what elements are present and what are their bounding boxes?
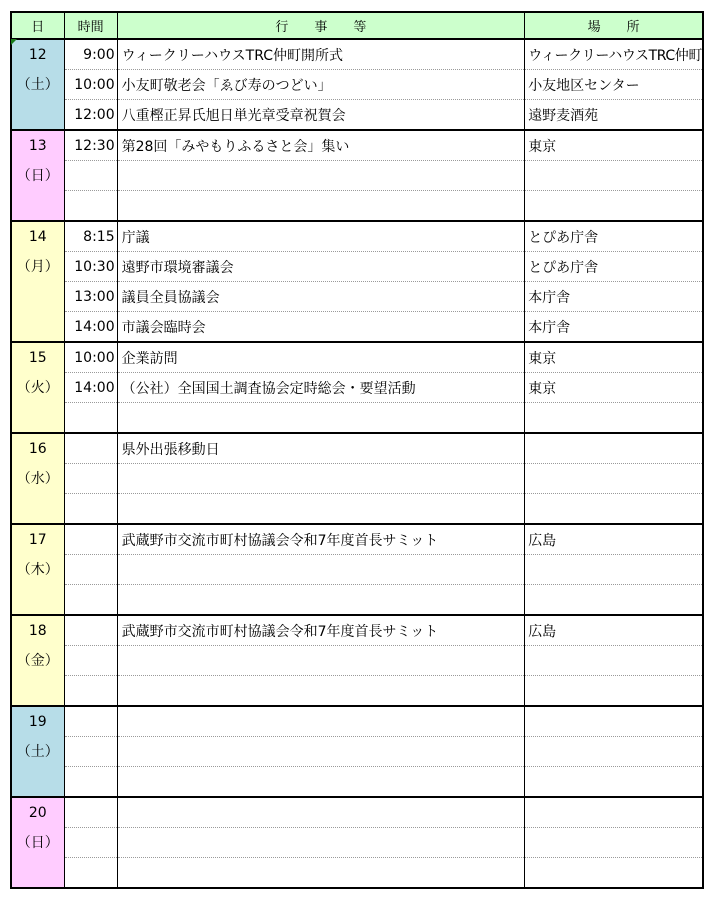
table-row: [11, 615, 703, 646]
place-cell: [525, 494, 703, 525]
table-row: [11, 828, 703, 858]
event-cell: [117, 494, 525, 525]
event-cell: 武蔵野市交流市町村協議会令和7年度首長サミット: [117, 524, 525, 555]
event-cell: 八重樫正昇氏旭日単光章受章祝賀会: [117, 100, 525, 131]
weekday-label: （金）: [16, 653, 59, 669]
table-row: [11, 161, 703, 191]
table-row: [11, 646, 703, 676]
table-row: [11, 494, 703, 525]
header-row: [11, 12, 703, 39]
event-cell: [117, 767, 525, 798]
event-cell: [117, 737, 525, 767]
time-cell: 14:00: [64, 373, 117, 403]
time-cell: [64, 615, 117, 646]
table-row: [11, 70, 703, 100]
time-cell: [64, 767, 117, 798]
table-row: [11, 373, 703, 403]
event-cell: 市議会臨時会: [117, 312, 525, 343]
day-number: 13: [28, 138, 47, 154]
table-row: [11, 858, 703, 889]
day-cell: [11, 130, 64, 221]
time-cell: 9:00: [64, 39, 117, 70]
time-cell: [64, 555, 117, 585]
time-cell: [64, 706, 117, 737]
place-cell: 広島: [525, 524, 703, 555]
weekday-label: （木）: [16, 562, 59, 578]
day-cell: [11, 39, 64, 130]
event-cell: [117, 464, 525, 494]
weekday-label: （水）: [16, 471, 59, 487]
time-cell: [64, 494, 117, 525]
time-cell: [64, 797, 117, 828]
event-cell: 第28回「みやもりふるさと会」集い: [117, 130, 525, 161]
weekday-label: （月）: [16, 259, 59, 275]
place-cell: 本庁舎: [525, 282, 703, 312]
time-cell: 8:15: [64, 221, 117, 252]
table-row: [11, 100, 703, 131]
place-cell: [525, 737, 703, 767]
event-cell: [117, 161, 525, 191]
day-cell: [11, 342, 64, 433]
table-row: [11, 676, 703, 707]
time-cell: [64, 191, 117, 222]
place-cell: 東京: [525, 130, 703, 161]
place-cell: 東京: [525, 342, 703, 373]
time-cell: 12:30: [64, 130, 117, 161]
weekday-label: （土）: [16, 744, 59, 760]
table-row: [11, 130, 703, 161]
day-cell: [11, 615, 64, 706]
day-number: 16: [28, 441, 47, 457]
time-cell: 10:00: [64, 70, 117, 100]
event-cell: [117, 828, 525, 858]
event-cell: [117, 797, 525, 828]
event-cell: 武蔵野市交流市町村協議会令和7年度首長サミット: [117, 615, 525, 646]
event-cell: [117, 706, 525, 737]
day-number: 17: [28, 532, 47, 548]
header-event: 行 事 等: [117, 12, 525, 39]
table-row: [11, 797, 703, 828]
table-row: [11, 403, 703, 434]
place-cell: 本庁舎: [525, 312, 703, 343]
place-cell: [525, 585, 703, 616]
day-number: 19: [28, 714, 47, 730]
header-place: 場 所: [525, 12, 703, 39]
place-cell: [525, 191, 703, 222]
event-cell: [117, 403, 525, 434]
time-cell: [64, 585, 117, 616]
event-cell: （公社）全国国土調査協会定時総会・要望活動: [117, 373, 525, 403]
event-cell: 議員全員協議会: [117, 282, 525, 312]
place-cell: [525, 828, 703, 858]
time-cell: [64, 403, 117, 434]
place-cell: [525, 767, 703, 798]
weekday-label: （日）: [16, 168, 59, 184]
weekday-label: （土）: [16, 77, 59, 93]
place-cell: 広島: [525, 615, 703, 646]
place-cell: [525, 555, 703, 585]
header-time: 時間: [64, 12, 117, 39]
place-cell: [525, 706, 703, 737]
schedule-table: [10, 11, 704, 889]
event-cell: [117, 646, 525, 676]
place-cell: [525, 858, 703, 889]
time-cell: [64, 858, 117, 889]
event-cell: 遠野市環境審議会: [117, 252, 525, 282]
time-cell: [64, 646, 117, 676]
place-cell: [525, 403, 703, 434]
time-cell: [64, 676, 117, 707]
event-cell: 小友町敬老会「ゑび寿のつどい」: [117, 70, 525, 100]
table-row: [11, 585, 703, 616]
time-cell: 10:00: [64, 342, 117, 373]
event-cell: [117, 676, 525, 707]
table-row: [11, 312, 703, 343]
event-cell: 県外出張移動日: [117, 433, 525, 464]
schedule-body: [11, 39, 703, 888]
table-row: [11, 524, 703, 555]
day-number: 18: [28, 623, 47, 639]
day-cell: [11, 221, 64, 342]
place-cell: 東京: [525, 373, 703, 403]
header-day: 日: [11, 12, 64, 39]
time-cell: [64, 161, 117, 191]
day-cell: [11, 524, 64, 615]
time-cell: [64, 828, 117, 858]
place-cell: [525, 464, 703, 494]
time-cell: [64, 433, 117, 464]
weekday-label: （火）: [16, 380, 59, 396]
event-cell: ウィークリーハウスTRC仲町開所式: [117, 39, 525, 70]
table-row: [11, 433, 703, 464]
place-cell: 遠野麦酒苑: [525, 100, 703, 131]
table-row: [11, 252, 703, 282]
day-cell: [11, 706, 64, 797]
table-row: [11, 342, 703, 373]
place-cell: ウィークリーハウスTRC仲町: [525, 39, 703, 70]
time-cell: 10:30: [64, 252, 117, 282]
event-cell: [117, 858, 525, 889]
table-row: [11, 464, 703, 494]
place-cell: 小友地区センター: [525, 70, 703, 100]
table-row: [11, 555, 703, 585]
event-cell: 企業訪問: [117, 342, 525, 373]
table-row: [11, 767, 703, 798]
day-cell: [11, 433, 64, 524]
time-cell: 12:00: [64, 100, 117, 131]
table-row: [11, 191, 703, 222]
weekday-label: （日）: [16, 835, 59, 851]
place-cell: [525, 676, 703, 707]
place-cell: [525, 161, 703, 191]
place-cell: とぴあ庁舎: [525, 252, 703, 282]
table-row: [11, 737, 703, 767]
time-cell: [64, 737, 117, 767]
place-cell: とぴあ庁舎: [525, 221, 703, 252]
day-number: 15: [28, 350, 47, 366]
place-cell: [525, 646, 703, 676]
table-row: [11, 39, 703, 70]
time-cell: 13:00: [64, 282, 117, 312]
table-row: [11, 282, 703, 312]
day-cell: [11, 797, 64, 888]
event-cell: [117, 191, 525, 222]
day-number: 14: [28, 229, 47, 245]
time-cell: 14:00: [64, 312, 117, 343]
day-number: 12: [28, 47, 47, 63]
time-cell: [64, 524, 117, 555]
event-cell: [117, 585, 525, 616]
time-cell: [64, 464, 117, 494]
table-row: [11, 706, 703, 737]
place-cell: [525, 797, 703, 828]
event-cell: 庁議: [117, 221, 525, 252]
day-number: 20: [28, 805, 47, 821]
event-cell: [117, 555, 525, 585]
place-cell: [525, 433, 703, 464]
cell-comment-marker: [11, 39, 17, 45]
table-row: [11, 221, 703, 252]
